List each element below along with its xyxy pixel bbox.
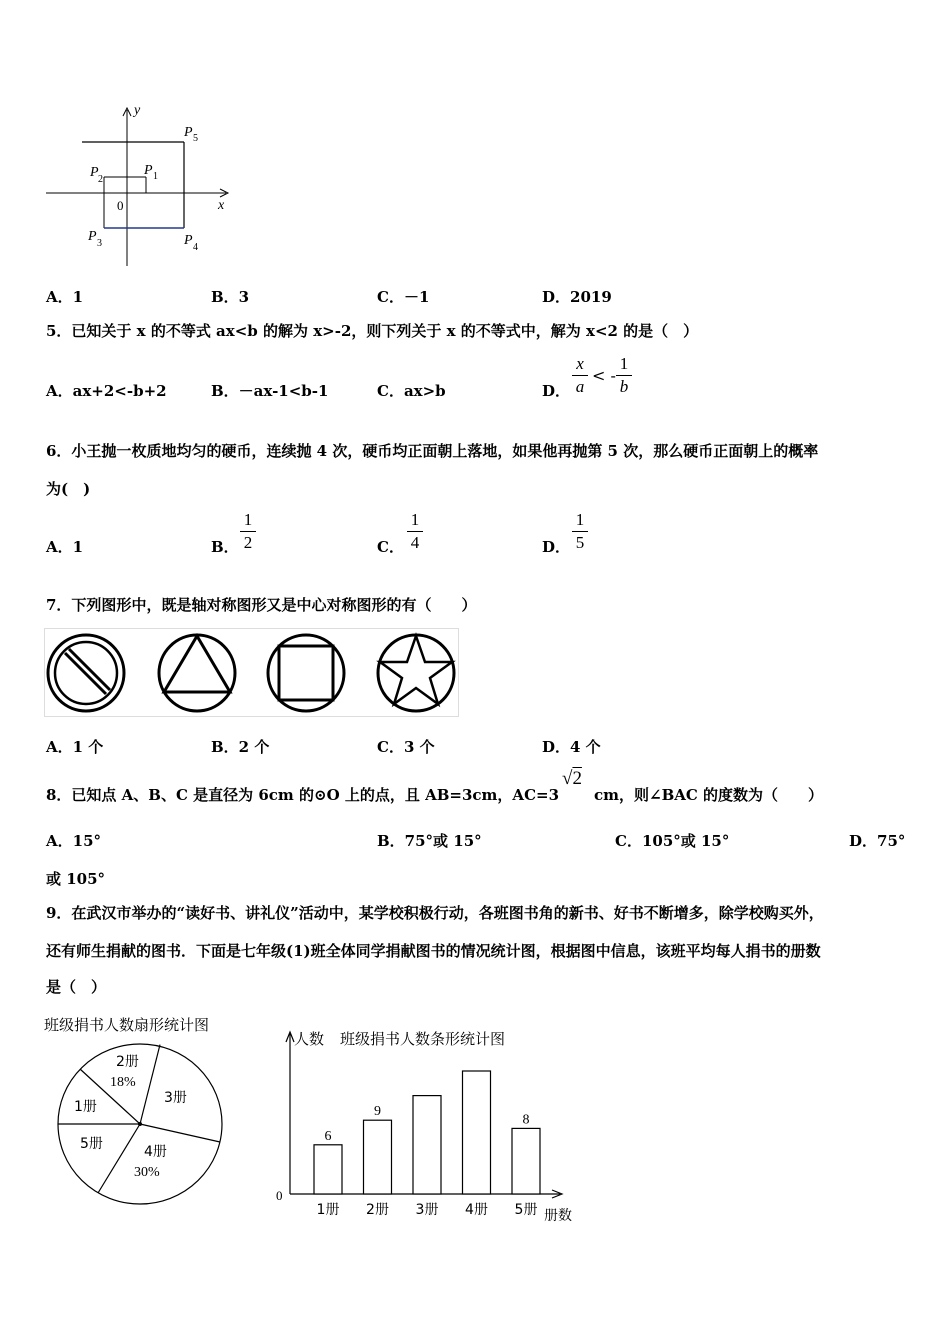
bar-chart	[270, 1024, 590, 1230]
bar-chart-ylabel: 人数	[294, 1030, 325, 1048]
q7-shapes-figure	[44, 628, 460, 718]
pie-label-1: 1册	[74, 1099, 97, 1115]
q4-option-b[interactable]: B．3	[211, 288, 250, 306]
bar-3	[413, 1096, 441, 1194]
q6-fraction-c: 1 4	[407, 510, 423, 553]
q7-option-b[interactable]: B．2 个	[211, 738, 270, 756]
q5-d-fraction-1: x a	[572, 354, 588, 397]
q4-option-c[interactable]: C．－1	[377, 288, 430, 306]
origin-label: 0	[117, 198, 124, 213]
label-p1	[143, 163, 158, 182]
q8-option-b[interactable]: B．75°或 15°	[377, 832, 482, 850]
bar-category-label-4: 4册	[465, 1202, 488, 1218]
q6-option-b[interactable]: B．	[211, 538, 239, 556]
bar-category-label-5: 5册	[514, 1202, 538, 1218]
bar-value-label-1: 6	[324, 1128, 332, 1144]
svg-text:P: P	[184, 125, 193, 140]
bar-2	[364, 1120, 392, 1194]
bar-category-label-1: 1册	[316, 1202, 340, 1218]
q8-option-c[interactable]: C．105°或 15°	[615, 832, 730, 850]
shape-circle-with-star	[378, 635, 454, 711]
label-p2	[89, 165, 103, 185]
shape-circle-with-slash	[48, 635, 124, 711]
svg-text:4: 4	[193, 242, 198, 253]
q9-stem-line2: 还有师生捐献的图书．下面是七年级(1)班全体同学捐献图书的情况统计图，根据图中信息，该班平均每人捐书的册数	[46, 942, 821, 960]
pie-chart	[54, 1036, 234, 1206]
bar-category-label-2: 2册	[366, 1202, 389, 1218]
svg-text:P: P	[90, 165, 99, 180]
q9-stem-line1: 9．在武汉市举办的“读好书、讲礼仪”活动中，某学校积极行动，各班图书角的新书、好书不断增多，除学校购买外，	[46, 904, 824, 922]
svg-text:P: P	[144, 163, 153, 178]
q4-option-d[interactable]: D．2019	[542, 288, 612, 306]
q8-sqrt-radicand: 2	[572, 768, 582, 789]
pie-label-4: 4册	[144, 1144, 167, 1160]
q7-stem: 7．下列图形中，既是轴对称图形又是中心对称图形的有（ ）	[46, 596, 477, 614]
pie-center	[138, 1122, 142, 1126]
bar-4	[463, 1071, 491, 1194]
q6-fraction-d: 1 5	[572, 510, 588, 553]
q8-stem-a: 8．已知点 A、B、C 是直径为 6cm 的⊙O 上的点，且 AB=3cm，AC=3	[46, 786, 560, 804]
q5-option-a[interactable]: A．ax+2<-b+2	[46, 382, 167, 400]
q6-stem-line1: 6．小王抛一枚质地均匀的硬币，连续抛 4 次，硬币均正面朝上落地，如果他再抛第 5 次，那么硬币正面朝上的概率	[46, 442, 819, 460]
q5-option-d[interactable]: D．	[542, 382, 571, 400]
q6-option-c[interactable]: C．	[377, 538, 404, 556]
q4-option-a[interactable]: A．1	[46, 288, 84, 306]
q5-option-b[interactable]: B．－ax-1<b-1	[211, 382, 329, 400]
svg-text:3: 3	[97, 238, 102, 249]
label-p4	[183, 233, 198, 253]
q5-d-operator: < -	[592, 366, 616, 385]
shape-circle-with-triangle	[159, 635, 235, 711]
bar-category-label-3: 3册	[415, 1202, 439, 1218]
pie-value-4: 30%	[134, 1165, 160, 1180]
q6-stem-line2: 为( )	[46, 480, 91, 498]
svg-text:1: 1	[153, 171, 158, 182]
q8-stem-b: cm，则∠BAC 的度数为（ ）	[594, 786, 824, 804]
q8-option-a[interactable]: A．15°	[46, 832, 102, 850]
q7-option-a[interactable]: A．1 个	[46, 738, 104, 756]
svg-text:P: P	[184, 233, 193, 248]
pie-value-2: 18%	[110, 1075, 136, 1090]
bar-1	[314, 1145, 342, 1194]
q9-stem-line3: 是（ ）	[46, 978, 107, 996]
label-p3	[87, 229, 102, 249]
q8-option-d[interactable]: D．75°	[849, 832, 906, 850]
svg-text:2: 2	[98, 174, 103, 185]
shape-circle-with-square	[268, 635, 344, 711]
pie-label-3: 3册	[164, 1090, 187, 1106]
q5-stem: 5．已知关于 x 的不等式 ax<b 的解为 x>-2，则下列关于 x 的不等式中，解为 x<2 的是（ ）	[46, 322, 699, 340]
bar-chart-xlabel: 册数	[544, 1208, 572, 1224]
q8-option-d-cont: 或 105°	[46, 870, 106, 888]
q6-option-d[interactable]: D．	[542, 538, 571, 556]
q5-d-fraction-2: 1 b	[616, 354, 632, 397]
q7-option-d[interactable]: D．4 个	[542, 738, 601, 756]
x-label: x	[218, 198, 225, 213]
q8-sqrt: √2	[562, 768, 582, 789]
bar-value-label-2: 9	[374, 1104, 381, 1120]
svg-text:P: P	[88, 229, 97, 244]
label-p5	[183, 125, 198, 144]
coordinate-figure	[40, 100, 240, 272]
bar-value-label-5: 8	[522, 1112, 530, 1128]
y-label: y	[134, 103, 141, 118]
q6-option-a[interactable]: A．1	[46, 538, 84, 556]
pie-chart-title: 班级捐书人数扇形统计图	[44, 1016, 210, 1034]
svg-text:5: 5	[193, 133, 198, 144]
pie-label-5: 5册	[80, 1136, 103, 1152]
q5-option-c[interactable]: C．ax>b	[377, 382, 446, 400]
q6-fraction-b: 1 2	[240, 510, 256, 553]
q7-option-c[interactable]: C．3 个	[377, 738, 435, 756]
bar-chart-origin: 0	[276, 1188, 283, 1203]
bar-chart-bars	[314, 1071, 540, 1218]
pie-label-2: 2册	[116, 1054, 139, 1070]
bar-5	[512, 1128, 540, 1194]
bar-chart-title: 班级捐书人数条形统计图	[340, 1030, 506, 1048]
